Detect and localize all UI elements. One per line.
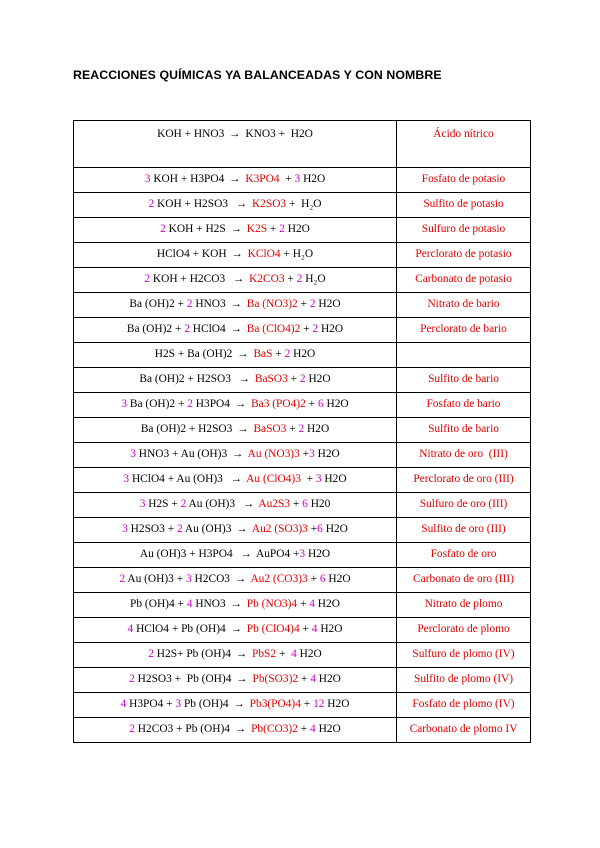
compound-name-cell: Sulfuro de plomo (IV) [397,643,531,668]
coefficient: 2 [119,573,126,586]
reaction-arrow: → [236,523,248,536]
coefficient: 3 [315,473,322,486]
coefficient: 2 [296,273,303,286]
coefficient: 2 [176,523,183,536]
formula-text: + [298,673,311,686]
compound-name-cell: Perclorato de plomo [397,618,531,643]
reaction-arrow: → [235,198,248,211]
reaction-arrow: → [234,573,247,586]
compound-name-cell [397,343,531,368]
formula-text: + [276,648,292,661]
table-row [74,718,531,743]
table-row [74,218,531,243]
equation-cell [74,393,397,418]
compound-name-cell: Sulfito de potasio [397,193,531,218]
formula-text: KNO3 + H2O [242,128,313,140]
coefficient: 4 [291,648,297,661]
reaction-arrow: → [233,698,245,711]
formula-text: + [305,398,318,411]
formula-text: + [297,723,311,736]
compound-name-cell: Sulfuro de oro (III) [397,493,531,518]
formula-text: H2O [304,423,330,436]
product-formula: Au (NO3)3 [245,448,300,461]
compound-name-cell: Fosfato de plomo (IV) [397,693,531,718]
formula-text: H3PO4 [192,398,233,411]
formula-text: HClO4 + Pb (OH)4 [133,623,229,636]
formula-text: H2O [315,673,341,686]
table-row [74,193,531,218]
coefficient: 4 [311,623,318,636]
coefficient: 4 [310,723,316,736]
coefficient: 3 [121,398,128,411]
table-row [74,643,531,668]
coefficient: 3 [130,448,136,461]
table-row [74,368,531,393]
product-formula: BaSO3 [250,423,287,436]
formula-text: H2O [290,348,316,361]
compound-name-cell: Sulfito de plomo (IV) [397,668,531,693]
formula-text: + H₂O [286,198,322,211]
compound-name-cell: Perclorato de potasio [397,243,531,268]
product-formula: Au2 (SO3)3 [249,523,308,536]
table-row [74,568,531,593]
formula-text: HClO4 [189,323,229,336]
reaction-arrow: → [235,648,248,661]
reaction-arrow: → [236,673,248,686]
formula-text: Au (OH)3 + H3PO4 [139,548,239,561]
formula-text: H2S + Ba (OH)2 [154,348,236,361]
formula-text: H2O [318,323,344,336]
product-formula: Ba3 (PO4)2 [248,398,306,411]
coefficient: 3 [299,548,306,561]
product-formula: Ba (ClO4)2 [243,323,301,336]
product-formula: KClO4 [244,248,281,261]
formula-text: H2O [305,373,331,386]
coefficient: 3 [144,173,151,186]
product-formula: PbS2 [249,648,277,661]
coefficient: 3 [122,523,128,536]
coefficient: 2 [312,323,319,336]
product-formula: Pb (NO3)4 [243,598,298,611]
formula-text: H2O [314,598,340,611]
reaction-arrow: → [230,473,242,486]
coefficient: 4 [310,673,316,686]
formula-text: KOH + H3PO4 [150,173,228,186]
formula-text: H2O [325,573,351,586]
formula-text: H2O [315,298,341,311]
reaction-arrow: → [229,128,241,140]
compound-name-cell: Sulfito de bario [397,368,531,393]
coefficient: 2 [298,423,305,436]
formula-text: + [287,373,300,386]
formula-text: HNO3 [192,298,229,311]
coefficient: 2 [279,223,285,236]
formula-text: HClO4 + Au (OH)3 [129,473,229,486]
reaction-arrow: → [238,373,251,386]
formula-text: KOH + HNO3 [157,128,228,140]
formula-text: H2CO3 + Pb (OH)4 [134,723,233,736]
equation-cell [74,193,397,218]
reaction-arrow: → [230,323,242,336]
formula-text: Pb (OH)4 + [130,598,187,611]
product-formula: K2CO3 [246,273,285,286]
product-formula: Pb(SO3)2 [249,673,299,686]
coefficient: 3 [123,473,130,486]
formula-text: H2O [300,173,326,186]
formula-text: + [297,298,310,311]
formula-text: + [272,348,285,361]
equation-cell [74,668,397,693]
formula-text: Au (OH)3 + [125,573,186,586]
reaction-arrow: → [240,548,252,561]
product-formula: Au2S3 [256,498,291,511]
table-row [74,168,531,193]
compound-name-cell: Carbonato de potasio [397,268,531,293]
table-row [74,693,531,718]
table-row [74,418,531,443]
compound-name-cell: Sulfito de bario [397,418,531,443]
coefficient: 2 [148,648,154,661]
formula-text: H2O [315,723,341,736]
table-row [74,243,531,268]
formula-text: H3PO4 + [126,698,176,711]
formula-text: + [286,423,299,436]
formula-text: H2SO3 + Pb (OH)4 [134,673,235,686]
formula-text: HNO3 [192,598,229,611]
formula-text: + [299,623,312,636]
equation-cell [74,568,397,593]
table-row [74,293,531,318]
compound-name-cell: Fosfato de potasio [397,168,531,193]
formula-text: H2SO3 + [127,523,177,536]
compound-name-cell: Nitrato de plomo [397,593,531,618]
table-row [74,618,531,643]
formula-text: KOH + H2CO3 [150,273,231,286]
coefficient: 3 [175,698,182,711]
equation-cell [74,718,397,743]
formula-text: + [307,573,320,586]
table-row [74,518,531,543]
coefficient: 2 [160,223,166,236]
formula-text: + [300,698,314,711]
equation-cell [74,418,397,443]
reactions-table [73,120,531,743]
formula-text: H2O [317,623,343,636]
formula-text: AuPO4 + [253,548,300,561]
table-row [74,443,531,468]
coefficient: 2 [309,298,316,311]
product-formula: Au (ClO4)3 [243,473,301,486]
reaction-arrow: → [237,423,249,436]
coefficient: 3 [294,173,301,186]
coefficient: 2 [129,673,135,686]
product-formula: Pb3(PO4)4 [246,698,301,711]
formula-text: HNO3 + Au (OH)3 [135,448,230,461]
formula-text: + [282,173,295,186]
compound-name-cell: Carbonato de oro (III) [397,568,531,593]
table-row [74,543,531,568]
product-formula: BaSO3 [252,373,288,386]
product-formula: K2S [243,223,268,236]
reaction-arrow: → [230,298,242,311]
table-row [74,468,531,493]
coefficient: 2 [186,298,193,311]
coefficient: 4 [120,698,127,711]
formula-text: + [307,523,318,536]
formula-text: H2O [323,398,349,411]
table-row [74,121,531,168]
formula-text: Ba (OH)2 + [129,298,187,311]
formula-text: Pb (OH)4 [181,698,232,711]
table-row [74,593,531,618]
equation-cell [74,368,397,393]
coefficient: 4 [127,623,134,636]
formula-text: Ba (OH)2 + [127,398,188,411]
equation-cell [74,318,397,343]
coefficient: 2 [129,723,135,736]
product-formula: Pb(CO3)2 [248,723,298,736]
compound-name-cell: Fosfato de bario [397,393,531,418]
reaction-arrow: → [230,223,242,236]
reaction-arrow: → [234,723,247,736]
coefficient: 3 [186,573,192,586]
formula-text: H2O [321,473,347,486]
equation-cell [74,518,397,543]
coefficient: 6 [317,523,323,536]
equation-cell [74,493,397,518]
equation-cell [74,618,397,643]
equation-cell [74,468,397,493]
reactions-table-body [74,121,531,743]
product-formula: K2SO3 [249,198,287,211]
formula-text: KOH + H2SO3 [154,198,234,211]
table-row [74,493,531,518]
coefficient: 2 [144,273,151,286]
formula-text: Ba (OH)2 + H2SO3 [140,423,236,436]
coefficient: 2 [180,498,187,511]
formula-text: Au (OH)3 [186,498,241,511]
coefficient: 3 [139,498,146,511]
compound-name-cell: Sulfuro de potasio [397,218,531,243]
reaction-arrow: → [232,273,245,286]
equation-cell [74,168,397,193]
compound-name-cell: Ácido nítrico [397,121,531,168]
formula-text: + [284,273,297,286]
table-row [74,268,531,293]
coefficient: 6 [317,398,324,411]
formula-text: H2O [284,223,310,236]
coefficient: 2 [284,348,291,361]
formula-text: Ba (OH)2 + H2SO3 [139,373,237,386]
formula-text: + [290,498,303,511]
document-title: REACCIONES QUÍMICAS YA BALANCEADAS Y CON NOMBRE [73,68,442,82]
compound-name-cell: Sulfito de oro (III) [397,518,531,543]
compound-name-cell: Nitrato de oro (III) [397,443,531,468]
reaction-arrow: → [231,248,243,261]
formula-text: H2CO3 [191,573,233,586]
formula-text: + [300,323,313,336]
reaction-arrow: → [231,448,244,461]
table-row [74,343,531,368]
equation-cell [74,593,397,618]
reaction-arrow: → [234,398,247,411]
reaction-arrow: → [230,598,242,611]
product-formula: Pb (ClO4)4 [243,623,300,636]
formula-text: H2O [305,548,331,561]
product-formula: Ba (NO3)2 [243,298,298,311]
equation-cell [74,121,397,168]
reaction-arrow: → [237,348,249,361]
compound-name-cell: Fosfato de oro [397,543,531,568]
formula-text: H2O [322,523,348,536]
equation-cell [74,443,397,468]
coefficient: 2 [184,323,190,336]
compound-name-cell: Carbonato de plomo IV [397,718,531,743]
equation-cell [74,643,397,668]
table-row [74,393,531,418]
equation-cell [74,543,397,568]
formula-text: H20 [307,498,331,511]
formula-text: H2O [314,448,340,461]
coefficient: 2 [148,198,155,211]
equation-cell [74,218,397,243]
equation-cell [74,693,397,718]
reaction-arrow: → [242,498,255,511]
formula-text: + [299,448,310,461]
formula-text: Au (OH)3 [182,523,235,536]
reaction-arrow: → [229,173,241,186]
equation-cell [74,268,397,293]
coefficient: 6 [319,573,326,586]
coefficient: 4 [186,598,193,611]
formula-text: H₂O [302,273,326,286]
compound-name-cell: Perclorato de bario [397,318,531,343]
formula-text: + [300,473,316,486]
product-formula: BaS [250,348,273,361]
formula-text: + [267,223,280,236]
coefficient: 3 [309,448,315,461]
product-formula: Au2 (CO3)3 [248,573,308,586]
table-row [74,318,531,343]
coefficient: 2 [299,373,306,386]
formula-text: + [297,598,310,611]
coefficient: 6 [302,498,308,511]
product-formula: K3PO4 [242,173,283,186]
compound-name-cell: Nitrato de bario [397,293,531,318]
formula-text: H2O [296,648,322,661]
equation-cell [74,343,397,368]
formula-text: KOH + H2S [165,223,229,236]
coefficient: 4 [309,598,315,611]
formula-text: HClO4 + KOH [156,248,230,261]
coefficient: 12 [313,698,325,711]
coefficient: 2 [187,398,193,411]
formula-text: H2S+ Pb (OH)4 [153,648,234,661]
reaction-arrow: → [230,623,242,636]
formula-text: + H₂O [280,248,314,261]
formula-text: H2O [324,698,350,711]
equation-cell [74,243,397,268]
equation-cell [74,293,397,318]
formula-text: Ba (OH)2 + [126,323,185,336]
table-row [74,668,531,693]
compound-name-cell: Perclorato de oro (III) [397,468,531,493]
formula-text: H2S + [145,498,181,511]
